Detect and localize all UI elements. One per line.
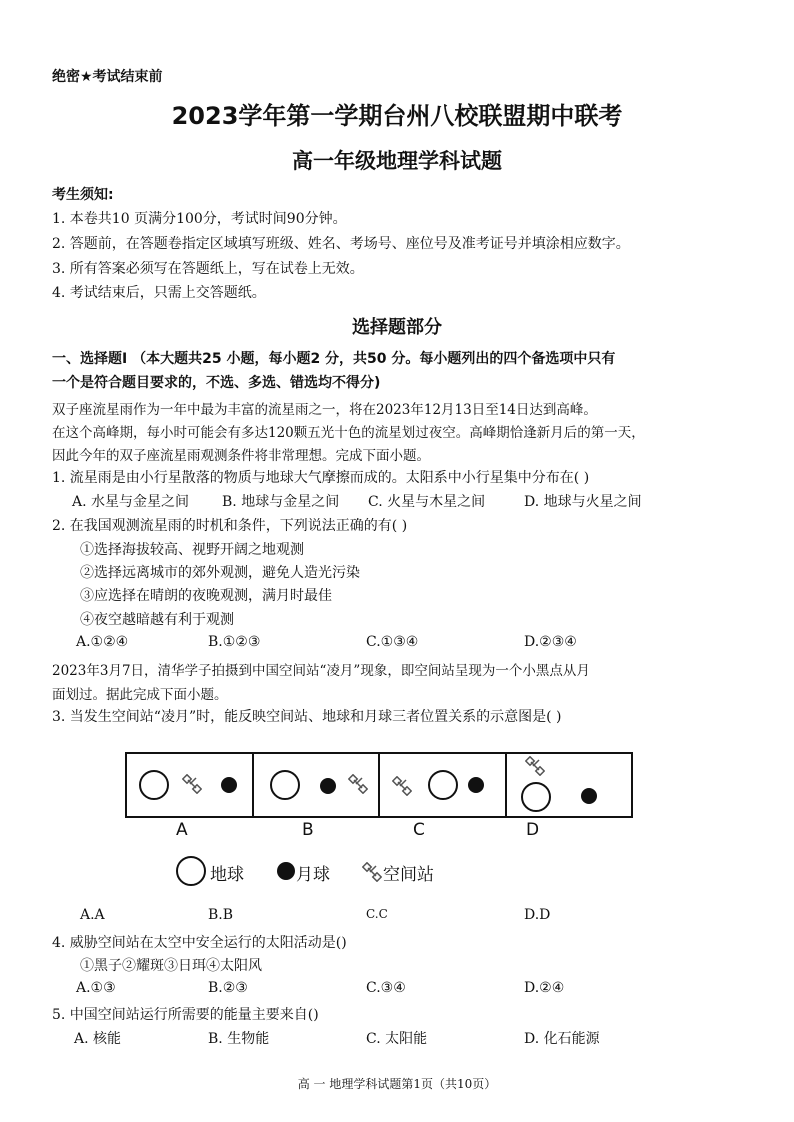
exam-title: 2023学年第一学期台州八校联盟期中联考 <box>171 102 623 130</box>
question-stem: 1. 流星雨是由小行星散落的物质与地球大气摩擦而成的。太阳系中小行星集中分布在( ) <box>52 470 590 486</box>
option-a: A.A <box>80 907 105 923</box>
legend-moon-label: 月球 <box>296 865 330 885</box>
passage-line: 因此今年的双子座流星雨观测条件将非常理想。完成下面小题。 <box>52 448 430 464</box>
section-instruction: 一、选择题Ⅰ （本大题共25 小题，每小题2 分，共50 分。每小题列出的四个备选项中只有 <box>52 351 616 367</box>
earth-symbol <box>521 782 551 812</box>
option-b: B.①②③ <box>208 634 261 650</box>
legend-earth-label: 地球 <box>210 865 244 885</box>
option-d: D. 化石能源 <box>524 1031 600 1047</box>
passage-line: 在这个高峰期，每小时可能会有多达120颗五光十色的流星划过夜空。高峰期恰逢新月后的第一天， <box>52 425 645 441</box>
notice-heading: 考生须知: <box>52 187 114 203</box>
option-d: D.D <box>524 907 551 923</box>
moon-symbol <box>221 777 237 793</box>
statement: ④夜空越暗越有利于观测 <box>80 612 234 628</box>
option-c: C.C <box>366 907 388 921</box>
section-instruction: 一个是符合题目要求的，不选、多选、错选均不得分) <box>52 375 381 391</box>
diagram-label-a: A <box>176 820 188 840</box>
option-d: D.②④ <box>524 980 565 996</box>
option-c: C. 火星与木星之间 <box>368 494 486 510</box>
diagram-label-c: C <box>413 820 425 840</box>
notice-item: 1. 本卷共10 页满分100分，考试时间90分钟。 <box>52 211 347 227</box>
earth-symbol <box>428 770 458 800</box>
legend-space-station-icon <box>362 862 382 882</box>
notice-item: 4. 考试结束后，只需上交答题纸。 <box>52 285 266 301</box>
position-diagram <box>125 752 633 818</box>
diagram-panel-a <box>127 754 254 816</box>
statement: ②选择远离城市的郊外观测，避免人造光污染 <box>80 565 360 581</box>
option-c: C.①③④ <box>366 634 419 650</box>
question-stem: 3. 当发生空间站“凌月”时，能反映空间站、地球和月球三者位置关系的示意图是( ) <box>52 709 562 725</box>
diagram-label-b: B <box>302 820 314 840</box>
option-a: A. 核能 <box>74 1031 122 1047</box>
option-b: B.B <box>208 907 234 923</box>
passage-line: 2023年3月7日，清华学子拍摄到中国空间站“凌月”现象，即空间站呈现为一个小黑点从月 <box>52 663 590 679</box>
page-footer: 高 一 地理学科试题第1页（共10页） <box>297 1077 497 1091</box>
option-d: D. 地球与火星之间 <box>524 494 642 510</box>
confidential-mark: 绝密★考试结束前 <box>52 69 163 85</box>
option-d: D.②③④ <box>524 634 577 650</box>
option-c: C.③④ <box>366 980 406 996</box>
section-title: 选择题部分 <box>352 317 442 338</box>
option-b: B.②③ <box>208 980 248 996</box>
notice-item: 3. 所有答案必须写在答题纸上，写在试卷上无效。 <box>52 261 364 277</box>
earth-symbol <box>270 770 300 800</box>
space-station-icon <box>392 776 412 796</box>
question-stem: 5. 中国空间站运行所需要的能量主要来自() <box>52 1007 319 1023</box>
moon-symbol <box>581 788 597 804</box>
earth-symbol <box>139 770 169 800</box>
option-b: B. 生物能 <box>208 1031 270 1047</box>
space-station-icon <box>182 774 202 794</box>
diagram-label-d: D <box>526 820 540 840</box>
moon-symbol <box>320 778 336 794</box>
legend-moon-symbol <box>277 862 295 880</box>
option-a: A.①②④ <box>76 634 129 650</box>
statement: ③应选择在晴朗的夜晚观测，满月时最佳 <box>80 588 332 604</box>
legend-earth-symbol <box>176 856 206 886</box>
diagram-panel-d <box>507 754 632 816</box>
legend-station-label: 空间站 <box>383 865 434 885</box>
diagram-panel-b <box>254 754 381 816</box>
option-a: A.①③ <box>76 980 116 996</box>
passage-line: 面划过。据此完成下面小题。 <box>52 687 228 703</box>
question-stem: 4. 威胁空间站在太空中安全运行的太阳活动是() <box>52 935 347 951</box>
space-station-icon <box>525 756 545 776</box>
exam-subtitle: 高一年级地理学科试题 <box>292 149 502 173</box>
question-stem: 2. 在我国观测流星雨的时机和条件，下列说法正确的有( ) <box>52 518 408 534</box>
option-a: A. 水星与金星之间 <box>72 494 190 510</box>
statement: ①选择海拔较高、视野开阔之地观测 <box>80 542 304 558</box>
statement: ①黑子②耀斑③日珥④太阳风 <box>80 958 262 974</box>
diagram-panel-c <box>380 754 507 816</box>
notice-item: 2. 答题前，在答题卷指定区域填写班级、姓名、考场号、座位号及准考证号并填涂相应数字。 <box>52 236 630 252</box>
moon-symbol <box>468 777 484 793</box>
option-c: C. 太阳能 <box>366 1031 428 1047</box>
space-station-icon <box>348 774 368 794</box>
option-b: B. 地球与金星之间 <box>222 494 340 510</box>
passage-line: 双子座流星雨作为一年中最为丰富的流星雨之一，将在2023年12月13日至14日达到高峰。 <box>52 402 597 418</box>
